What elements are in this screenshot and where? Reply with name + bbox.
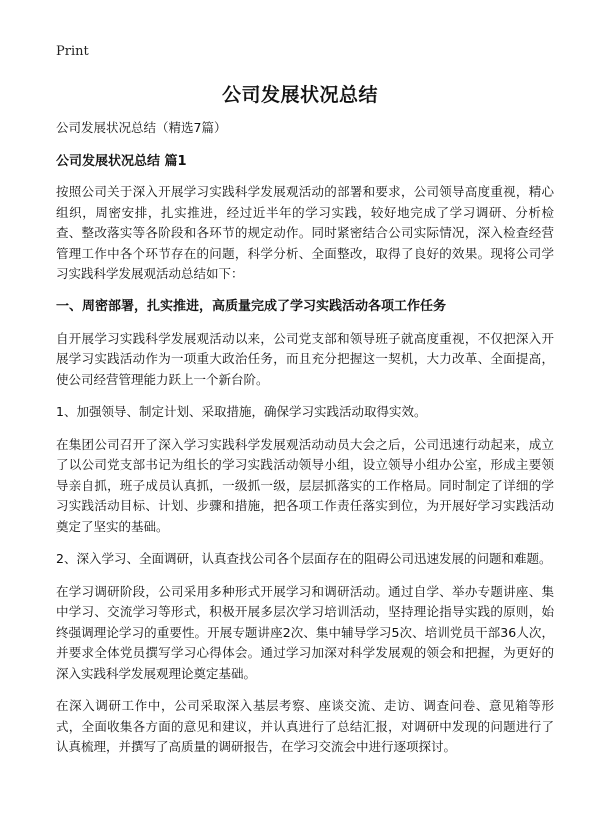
paragraph-two: 在集团公司召开了深入学习实践科学发展观活动动员大会之后，公司迅速行动起来，成立了以公司党支部书记为组长的学习实践活动领导小组，设立领导小组办公室，形成主要领导亲自抓，班子成员认真抓，一级抓一级，层层抓落实的工作格局。同时制定了详细的学习实践活动目标、计划、步骤和措施，把各项工作责任落实到位，为开展好学习实践活动奠定了坚实的基础。 [56,436,554,534]
paragraph-three: 在学习调研阶段，公司采用多种形式开展学习和调研活动。通过自学、举办专题讲座、集中学习、交流学习等形式，积极开展多层次学习培训活动，坚持理论指导实践的原则，始终强调理论学习的重要性。开展专题讲座2次、集中辅导学习5次、培训党员干部36人次，并要求全体党员撰写学习心得体会。通过学习加深对科学发展观的领会和把握，为更好的深入实践科学发展观理论奠定基础。 [56,583,554,681]
paragraph-one: 自开展学习实践科学发展观活动以来，公司党支部和领导班子就高度重视，不仅把深入开展学习实践活动作为一项重大政治任务，而且充分把握这一契机，大力改革、全面提高，使公司经营管理能力跃上一个新台阶。 [56,330,554,387]
article-subtitle: 公司发展状况总结（精选7篇） [56,120,227,135]
intro-paragraph: 按照公司关于深入开展学习实践科学发展观活动的部署和要求，公司领导高度重视，精心组织，周密安排，扎实推进，经过近半年的学习实践，较好地完成了学习调研、分析检查、整改落实等各阶段和各环节的规定动作。同时紧密结合公司实际情况，深入检查经营管理工作中各个环节存在的问题，科学分析、全面整改，取得了良好的效果。现将公司学习实践科学发展观活动总结如下： [56,184,554,281]
heading-one: 一、周密部署，扎实推进，高质量完成了学习实践活动各项工作任务 [56,298,447,314]
item-one-heading: 1、加强领导、制定计划、采取措施，确保学习实践活动取得实效。 [56,404,427,419]
print-link[interactable]: Print [56,44,89,59]
item-two-heading: 2、深入学习、全面调研，认真查找公司各个层面存在的阻碍公司迅速发展的问题和难题。 [56,551,552,566]
section-title: 公司发展状况总结 篇1 [56,154,187,169]
article-body [56,118,554,770]
paragraph-four: 在深入调研工作中，公司采取深入基层考察、座谈交流、走访、调查问卷、意见箱等形式，全面收集各方面的意见和建议，并认真进行了总结汇报，对调研中发现的问题进行了认真梳理，并撰写了高质量的调研报告，在学习交流会中进行逐项探讨。 [56,698,554,754]
page-title: 公司发展状况总结 [221,84,378,106]
